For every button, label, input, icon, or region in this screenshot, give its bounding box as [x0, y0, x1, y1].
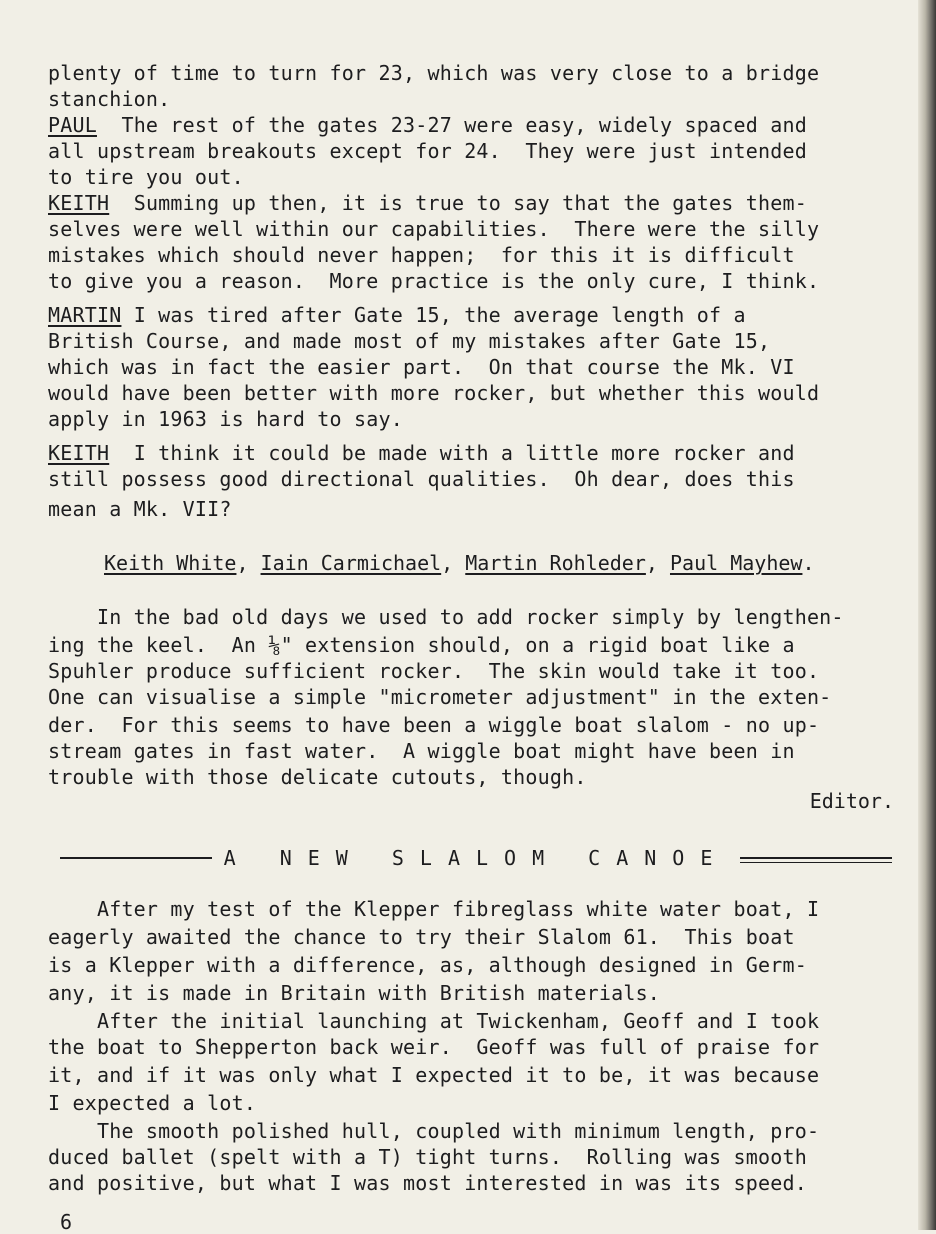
text-line: mean a Mk. VII?: [48, 497, 232, 521]
text-line: After my test of the Klepper fibreglass white water boat, I: [48, 897, 820, 921]
text-line: MARTIN I was tired after Gate 15, the average length of a: [48, 303, 746, 327]
page-number: 6: [60, 1210, 73, 1234]
text-line: it, and if it was only what I expected it to be, it was because: [48, 1063, 820, 1087]
text-line: would have been better with more rocker, but whether this would: [48, 381, 820, 405]
text-line: stream gates in fast water. A wiggle boat might have been in: [48, 739, 795, 763]
signatory-name: Paul Mayhew: [669, 551, 803, 575]
text-line: der. For this seems to have been a wiggle boat slalom - no up-: [48, 713, 820, 737]
text-line: selves were well within our capabilities. There were the silly: [48, 217, 820, 241]
text-line: After the initial launching at Twickenham, Geoff and I took: [48, 1009, 820, 1033]
text-line: KEITH I think it could be made with a little more rocker and: [48, 441, 795, 465]
speaker-keith: KEITH: [48, 191, 110, 215]
text-line: KEITH Summing up then, it is true to say that the gates them-: [48, 191, 807, 215]
text-line: PAUL The rest of the gates 23-27 were easy, widely spaced and: [48, 113, 807, 137]
text-line: is a Klepper with a difference, as, although designed in Germ-: [48, 953, 807, 977]
text-line: plenty of time to turn for 23, which was very close to a bridge: [48, 61, 820, 85]
signatory-name: Keith White: [104, 551, 237, 575]
text-line: to tire you out.: [48, 165, 244, 189]
signatory-name: Martin Rohleder: [465, 551, 646, 575]
heading-rule-right: [740, 857, 892, 859]
section-heading: [60, 844, 892, 872]
text-line: and positive, but what I was most interested in was its speed.: [48, 1171, 807, 1195]
signatories: Keith White, Iain Carmichael, Martin Rohleder, Paul Mayhew.: [104, 551, 815, 575]
text-line: which was in fact the easier part. On that course the Mk. VI: [48, 355, 795, 379]
text-line: still possess good directional qualities. Oh dear, does this: [48, 467, 795, 491]
editor-signature: Editor.: [809, 789, 894, 813]
text-line: all upstream breakouts except for 24. They were just intended: [48, 139, 807, 163]
speaker-keith: KEITH: [48, 441, 110, 465]
text-line: any, it is made in Britain with British materials.: [48, 981, 661, 1005]
text-line: eagerly awaited the chance to try their Slalom 61. This boat: [48, 925, 795, 949]
text-line: ing the keel. An ⅛" extension should, on a rigid boat like a: [48, 633, 795, 657]
text-line: trouble with those delicate cutouts, though.: [48, 765, 587, 789]
signatory-name: Iain Carmichael: [260, 551, 442, 575]
text-line: Spuhler produce sufficient rocker. The skin would take it too.: [48, 659, 820, 683]
text-line: the boat to Shepperton back weir. Geoff was full of praise for: [48, 1035, 820, 1059]
text-line: apply in 1963 is hard to say.: [48, 407, 403, 431]
speaker-martin: MARTIN: [48, 303, 122, 327]
text-line: In the bad old days we used to add rocker simply by lengthen-: [48, 605, 844, 629]
speaker-paul: PAUL: [48, 113, 97, 137]
text-line: mistakes which should never happen; for this it is difficult: [48, 243, 795, 267]
text-line: duced ballet (spelt with a T) tight turns. Rolling was smooth: [48, 1145, 807, 1169]
heading-rule-left: [60, 857, 212, 859]
text-line: stanchion.: [48, 87, 171, 111]
text-line: One can visualise a simple "micrometer adjustment" in the exten-: [48, 685, 832, 709]
text-line: The smooth polished hull, coupled with minimum length, pro-: [48, 1119, 820, 1143]
text-line: I expected a lot.: [48, 1091, 257, 1115]
heading-text: A NEW SLALOM CANOE: [223, 846, 729, 870]
text-line: British Course, and made most of my mistakes after Gate 15,: [48, 329, 771, 353]
binding-edge: [918, 0, 936, 1230]
text-line: to give you a reason. More practice is the only cure, I think.: [48, 269, 820, 293]
